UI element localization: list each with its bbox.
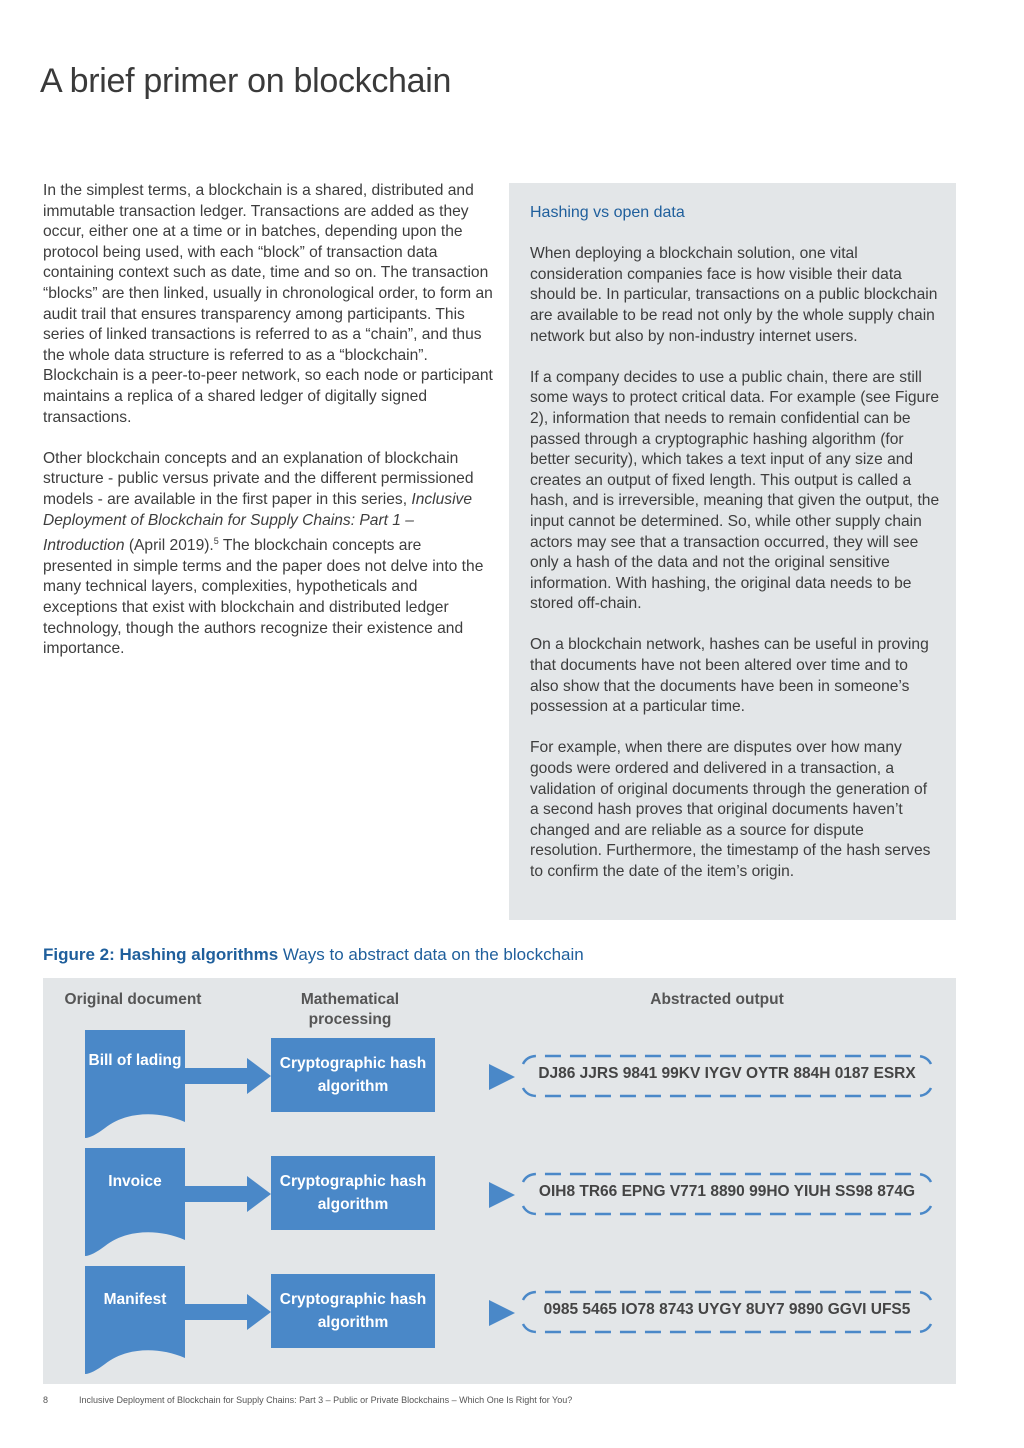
figure-caption [43, 945, 584, 965]
document-icon [85, 1266, 185, 1376]
body-text-column [43, 181, 493, 680]
body-paragraph-2 [43, 449, 493, 660]
figure-caption-label: Figure 2: Hashing algorithms [43, 945, 279, 964]
page-number: 8 [43, 1395, 49, 1405]
page-footer [43, 1395, 572, 1405]
arrow-right-icon [489, 1300, 515, 1326]
document-icon [85, 1148, 185, 1258]
hash-algorithm-box: Cryptographic hash algorithm [271, 1274, 435, 1348]
arrow-right-icon [185, 1294, 271, 1330]
body-paragraph-1: In the simplest terms, a blockchain is a shared, distributed and immutable transaction ledger. Transactions are added as they occur, either one at a time or in batches, depending upon the protocol being used, with each “block” of transaction data containing context such as date, time and so on. The transaction “blocks” are then linked, usually in chronological order, to form an audit trail that ensures transparency among participants. This series of linked transactions is referred to as a “chain”, and thus the whole data structure is referred to as a “blockchain”. Blockchain is a peer-to-peer network, so each node or participant maintains a replica of a shared ledger of digitally signed transactions. [43, 182, 493, 426]
hash-value: DJ86 JJRS 9841 99KV IYGV OYTR 884H 0187 ESRX [538, 1065, 916, 1082]
hash-algorithm-box: Cryptographic hash algorithm [271, 1156, 435, 1230]
hash-value: 0985 5465 IO78 8743 UYGY 8UY7 9890 GGVI UFS5 [543, 1301, 911, 1318]
arrow-right-icon [489, 1064, 515, 1090]
document-icon [85, 1030, 185, 1140]
hash-algorithm-box: Cryptographic hash algorithm [271, 1038, 435, 1112]
sidebar-paragraph-3: On a blockchain network, hashes can be useful in proving that documents have not been altered over time and to also show that the documents have been in someone’s possession at a particular time. [530, 636, 929, 716]
sidebar-paragraph-1: When deploying a blockchain solution, one vital consideration companies face is how visible their data should be. In particular, transactions on a public blockchain are available to be read not only by the whole supply chain network but also by non-industry internet users. [530, 245, 938, 345]
footnote-marker: 5 [213, 536, 219, 547]
paragraph-2-text-a: Other blockchain concepts and an explanation of blockchain structure - public versus private and the different permissioned models - are available in the first paper in this series, [43, 449, 474, 508]
paragraph-2-text-b: (April 2019). [124, 537, 214, 555]
sidebar-paragraph-4: For example, when there are disputes over how many goods were ordered and delivered in a transaction, a validation of original documents through the generation of a second hash proves that original documents haven’t changed and are reliable as a source for dispute resolution. Furthermore, the timestamp of the hash serves to confirm the date of the item’s origin. [530, 739, 931, 880]
running-title: Inclusive Deployment of Blockchain for Supply Chains: Part 3 – Public or Private Blockchains – Which One Is Right for You? [79, 1395, 573, 1405]
paper-reference-title: Inclusive Deployment of Blockchain for Supply Chains: Part 1 – Introduction [43, 490, 473, 555]
document-label: Manifest [103, 1291, 167, 1308]
document-label: Bill of lading [88, 1052, 182, 1069]
paragraph-2-text-c: The blockchain concepts are presented in simple terms and the paper does not delve into the many technical layers, complexities, hypotheticals and exceptions that exist with blockchain and distributed ledger technology, though the authors recognize their existence and importance. [43, 537, 484, 658]
hash-value: OIH8 TR66 EPNG V771 8890 99HO YIUH SS98 874G [538, 1183, 916, 1200]
sidebar-box-title: Hashing vs open data [530, 204, 685, 221]
column-header-output: Abstracted output [650, 991, 784, 1008]
arrow-right-icon [185, 1058, 271, 1094]
arrow-right-icon [489, 1182, 515, 1208]
page-title: A brief primer on blockchain [40, 62, 452, 100]
figure-hashing-diagram [43, 978, 956, 1384]
column-header-processing: Mathematical processing [300, 991, 400, 1028]
hash-output [517, 1050, 937, 1102]
document-label: Invoice [108, 1173, 162, 1190]
arrow-right-icon [185, 1176, 271, 1212]
column-header-original: Original document [64, 991, 202, 1008]
sidebar-paragraph-2: If a company decides to use a public chain, there are still some ways to protect critical data. For example (see Figure 2), information that needs to remain confidential can be passed through a cryptographic hashing algorithm (for better security), which takes a text input of any size and creates an output of fixed length. This output is called a hash, and is irreversible, meaning that given the output, the input cannot be determined. So, while other supply chain actors may see that a transaction occurred, they will see only a hash of the data and not the original sensitive information. With hashing, the original data needs to be stored off-chain. [530, 368, 940, 613]
hash-output [517, 1286, 937, 1338]
sidebar-box-hashing [509, 183, 956, 920]
hash-output [517, 1168, 937, 1220]
figure-caption-description: Ways to abstract data on the blockchain [278, 945, 584, 964]
